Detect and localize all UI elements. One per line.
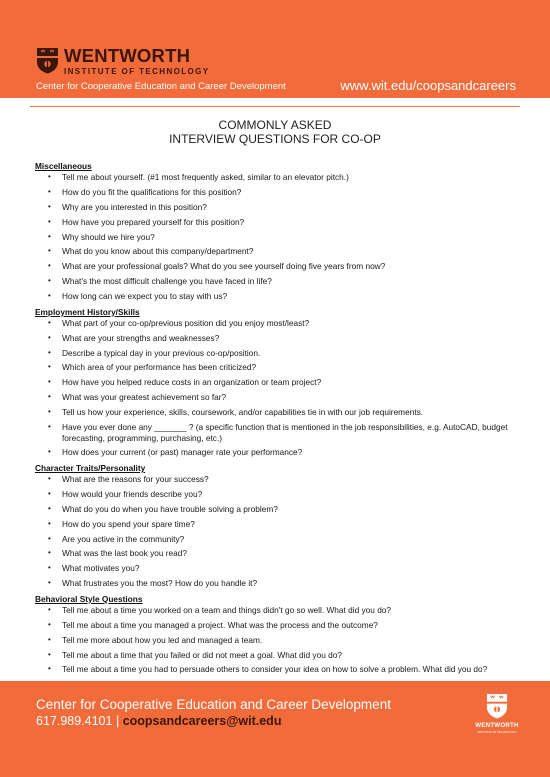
bullet-dot: •: [48, 421, 51, 431]
question-text: Tell me about yourself. (#1 most frequently asked, similar to an elevator pitch.): [62, 172, 349, 182]
bullet-dot: •: [48, 347, 51, 357]
bullet-dot: •: [48, 649, 51, 659]
list-item: [35, 202, 517, 213]
section-heading: Character Traits/Personality: [35, 463, 146, 474]
question-text: How have you prepared yourself for this position?: [62, 216, 245, 227]
list-item: [35, 489, 517, 500]
bullet-dot: •: [48, 563, 51, 573]
list-item: [35, 246, 517, 257]
list-item: [35, 407, 517, 418]
list-item: [35, 392, 517, 403]
bullet-dot: •: [48, 377, 51, 387]
question-text: Why are you interested in this position?: [62, 201, 207, 212]
footer-separator: |: [115, 714, 120, 728]
header-center-name: Center for Cooperative Education and Career Development: [36, 81, 286, 92]
wentworth-shield-icon: [486, 693, 508, 719]
list-item: [35, 534, 517, 545]
question-text: How long can we expect you to stay with us?: [62, 291, 228, 302]
question-text: What was the last book you read?: [62, 548, 187, 559]
footer-logo-name: WENTWORTH: [475, 722, 519, 729]
list-item: [35, 362, 517, 373]
question-text: What was your greatest achievement so far?: [62, 392, 227, 403]
bullet-dot: •: [48, 392, 51, 402]
bullet-dot: •: [48, 619, 51, 629]
question-text: Describe a typical day in your previous co-op/position.: [62, 347, 261, 358]
list-item: [35, 232, 517, 243]
question-text: How does your current (or past) manager rate your performance?: [62, 447, 303, 458]
bullet-dot: •: [48, 634, 51, 644]
question-text: Are you active in the community?: [62, 533, 185, 544]
section-employment-history: [35, 307, 517, 458]
bullet-dot: •: [48, 604, 51, 614]
section-heading: Miscellaneous: [35, 161, 92, 171]
bullet-dot: •: [48, 362, 51, 372]
footer-center-name: Center for Cooperative Education and Career Development: [36, 697, 391, 712]
bullet-dot: •: [48, 201, 51, 211]
footer-band: [0, 681, 550, 777]
list-item: [35, 276, 517, 287]
bullet-dot: •: [48, 261, 51, 271]
list-item: [35, 318, 517, 329]
footer-email-link[interactable]: coopsandcareers@wit.edu: [122, 714, 282, 728]
question-text: Why should we hire you?: [62, 231, 155, 242]
list-item: [35, 519, 517, 530]
bullet-dot: •: [48, 231, 51, 241]
question-sections: [35, 161, 517, 680]
bullet-dot: •: [48, 488, 51, 498]
list-item: [35, 635, 517, 646]
document-title: [0, 118, 550, 146]
bullet-dot: •: [48, 216, 51, 226]
question-text: What are your strengths and weaknesses?: [62, 332, 220, 343]
brand-subtitle: INSTITUTE OF TECHNOLOGY: [64, 67, 210, 76]
list-item: [35, 620, 517, 631]
header-divider: [30, 106, 520, 107]
list-item: [35, 377, 517, 388]
list-item: [35, 291, 517, 302]
list-item: [35, 447, 517, 458]
list-item: [35, 548, 517, 559]
question-list: [35, 605, 517, 675]
bullet-dot: •: [48, 407, 51, 417]
list-item: [35, 578, 517, 589]
list-item: [35, 563, 517, 574]
list-item: [35, 474, 517, 485]
question-list: [35, 318, 517, 458]
section-miscellaneous: [35, 161, 517, 302]
footer-contact: [36, 714, 281, 728]
bullet-dot: •: [48, 291, 51, 301]
section-behavioral-style: [35, 594, 517, 675]
bullet-dot: •: [48, 578, 51, 588]
question-text: How do you spend your spare time?: [62, 518, 195, 529]
question-text: Tell us how your experience, skills, coursework, and/or capabilities tie in with our job requirements.: [62, 407, 424, 418]
list-item: [35, 504, 517, 515]
question-text: What frustrates you the most? How do you handle it?: [62, 578, 258, 589]
bullet-dot: •: [48, 172, 51, 181]
footer-logo-subtitle: INSTITUTE OF TECHNOLOGY: [477, 730, 517, 734]
question-text: How have you helped reduce costs in an organization or team project?: [62, 377, 322, 388]
section-heading: Employment History/Skills: [35, 306, 140, 317]
question-text: How would your friends describe you?: [62, 488, 203, 499]
title-line-1: COMMONLY ASKED: [218, 118, 332, 132]
question-text: Tell me about a time you had to persuade others to consider your idea on how to solve a problem. What did you do?: [62, 664, 488, 675]
bullet-dot: •: [48, 447, 51, 457]
footer-phone[interactable]: 617.989.4101: [36, 714, 113, 728]
question-text: Which area of your performance has been criticized?: [62, 362, 257, 373]
section-character-traits: [35, 463, 517, 589]
header-url-link[interactable]: www.wit.edu/coopsandcareers: [340, 78, 516, 93]
question-text: Have you ever done any _______ ? (a specific function that is mentioned in the job responsibilities, e.g. AutoCAD, budget forecasting, programming, purchasing, etc.): [62, 421, 508, 443]
wentworth-shield-icon: [36, 47, 59, 74]
bullet-dot: •: [48, 503, 51, 513]
question-text: What do you know about this company/department?: [62, 246, 254, 257]
question-list: [35, 172, 517, 302]
bullet-dot: •: [48, 474, 51, 484]
question-text: Tell me about a time that you failed or did not meet a goal. What did you do?: [62, 649, 342, 660]
question-text: What do you do when you have trouble solving a problem?: [62, 503, 278, 514]
list-item: [35, 333, 517, 344]
list-item: [35, 422, 517, 443]
section-heading: Behavioral Style Questions: [35, 593, 143, 604]
list-item: [35, 187, 517, 198]
question-text: What's the most difficult challenge you have faced in life?: [62, 276, 272, 287]
list-item: [35, 172, 517, 183]
list-item: [35, 217, 517, 228]
bullet-dot: •: [48, 533, 51, 543]
list-item: [35, 650, 517, 661]
bullet-dot: •: [48, 332, 51, 342]
question-text: What motivates you?: [62, 563, 140, 574]
bullet-dot: •: [48, 186, 51, 196]
list-item: [35, 664, 517, 675]
question-text: Tell me more about how you led and managed a team.: [62, 634, 263, 645]
brand-name: WENTWORTH: [64, 45, 191, 66]
bullet-dot: •: [48, 246, 51, 256]
footer-logo: [474, 693, 520, 743]
question-text: Tell me about a time you worked on a team and things didn't go so well. What did you do?: [62, 604, 392, 615]
list-item: [35, 605, 517, 616]
list-item: [35, 348, 517, 359]
question-text: What part of your co-op/previous position did you enjoy most/least?: [62, 317, 310, 328]
title-line-2: INTERVIEW QUESTIONS FOR CO-OP: [169, 132, 381, 146]
question-text: How do you fit the qualifications for this position?: [62, 186, 242, 197]
question-list: [35, 474, 517, 589]
question-text: What are your professional goals? What do you see yourself doing five years from now?: [62, 261, 386, 272]
question-text: Tell me about a time you managed a project. What was the process and the outcome?: [62, 619, 378, 630]
bullet-dot: •: [48, 276, 51, 286]
bullet-dot: •: [48, 548, 51, 558]
question-text: What are the reasons for your success?: [62, 474, 209, 485]
bullet-dot: •: [48, 518, 51, 528]
bullet-dot: •: [48, 664, 51, 674]
bullet-dot: •: [48, 317, 51, 327]
list-item: [35, 261, 517, 272]
